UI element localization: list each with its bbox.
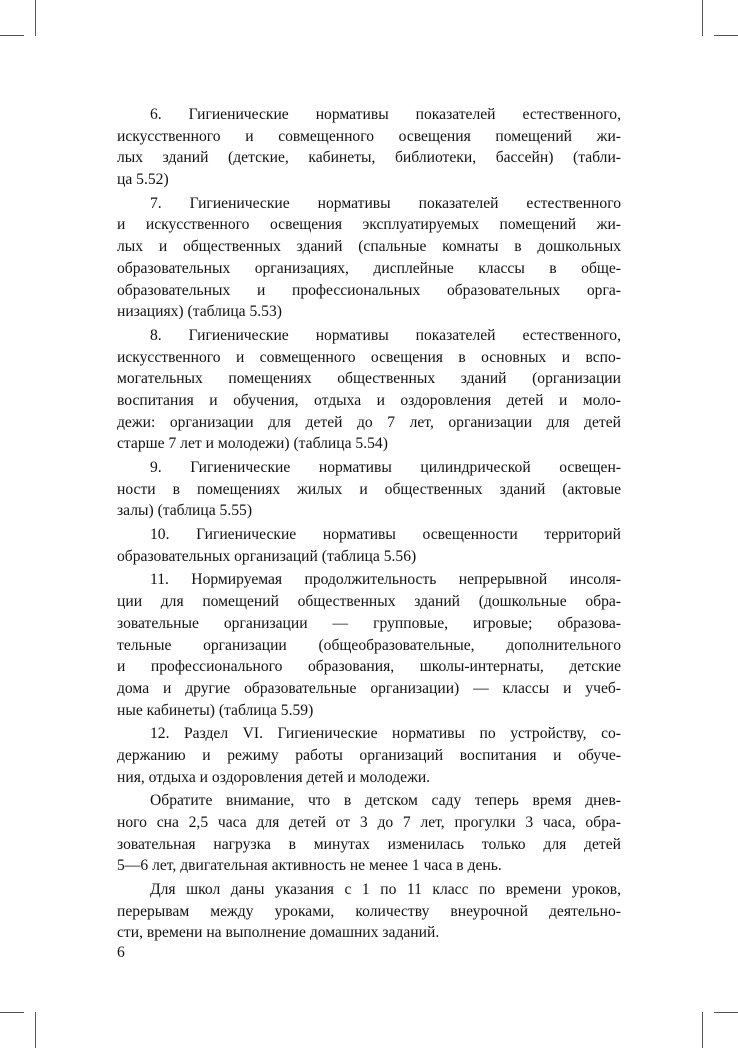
- crop-mark: [702, 1012, 703, 1048]
- page-body: [117, 104, 621, 946]
- crop-mark: [35, 0, 36, 36]
- text-line: сти, времени на выполнение домашних заданий.: [117, 924, 440, 942]
- text-line: ции для помещений общественных зданий (дошкольные обра-: [117, 593, 621, 611]
- text-line: держанию и режиму работы организаций воспитания и обуче-: [117, 746, 621, 764]
- paragraph: [117, 193, 621, 323]
- text-line: тельные организации (общеобразовательные, дополнительного: [117, 636, 621, 654]
- paragraph: [117, 723, 621, 788]
- crop-mark: [714, 1012, 738, 1013]
- paragraph: [117, 569, 621, 721]
- text-line: 10. Гигиенические нормативы освещенности территорий: [150, 526, 621, 544]
- text-line: ного сна 2,5 часа для детей от 3 до 7 лет, прогулки 3 часа, обра-: [117, 814, 621, 831]
- paragraph: [117, 790, 621, 877]
- text-line: 9. Гигиенические нормативы цилиндрической освещен-: [150, 459, 621, 476]
- text-line: ца 5.52): [117, 171, 169, 189]
- paragraph: [117, 879, 621, 944]
- text-line: ные кабинеты) (таблица 5.59): [117, 701, 314, 719]
- text-line: перерывам между уроками, количеству внеурочной деятельно-: [117, 902, 621, 920]
- paragraph: [117, 104, 621, 191]
- text-line: искусственного и совмещенного освещения в основных и вспо-: [117, 348, 621, 366]
- text-line: образовательных организациях, дисплейные классы в обще-: [117, 259, 621, 277]
- text-line: 6. Гигиенические нормативы показателей естественного,: [150, 106, 621, 123]
- paragraph: [117, 457, 621, 522]
- text-line: 7. Гигиенические нормативы показателей естественного: [150, 194, 621, 212]
- text-line: зовательные организации — групповые, игровые; образова-: [117, 614, 621, 632]
- text-line: лых и общественных зданий (спальные комнаты в дошкольных: [117, 238, 621, 256]
- paragraph: [117, 524, 621, 567]
- text-line: образовательных организаций (таблица 5.56): [117, 547, 417, 565]
- crop-mark: [714, 35, 738, 36]
- text-line: дома и другие образовательные организации) — классы и учеб-: [117, 679, 621, 697]
- text-line: Для школ даны указания с 1 по 11 класс по времени уроков,: [150, 881, 621, 899]
- text-line: зовательная нагрузка в минутах изменилась только для детей: [117, 835, 621, 853]
- text-line: и искусственного освещения эксплуатируемых помещений жи-: [117, 216, 621, 234]
- text-line: могательных помещениях общественных зданий (организации: [117, 370, 621, 388]
- crop-mark: [0, 1012, 24, 1013]
- text-line: 8. Гигиенические нормативы показателей естественного,: [150, 326, 621, 344]
- paragraph: [117, 325, 621, 455]
- text-line: дежи: организации для детей до 7 лет, организации для детей: [117, 413, 621, 431]
- text-line: старше 7 лет и молодежи) (таблица 5.54): [117, 435, 388, 453]
- text-line: и профессионального образования, школы-интернаты, детские: [117, 658, 621, 676]
- crop-mark: [702, 0, 703, 36]
- crop-mark: [35, 1012, 36, 1048]
- text-line: Обратите внимание, что в детском саду теперь время днев-: [150, 792, 621, 810]
- text-line: 12. Раздел VI. Гигиенические нормативы по устройству, со-: [150, 725, 621, 743]
- crop-mark: [0, 35, 24, 36]
- text-line: искусственного и совмещенного освещения помещений жи-: [117, 127, 621, 145]
- text-line: 5—6 лет, двигательная активность не менее 1 часа в день.: [117, 857, 502, 875]
- text-line: низациях) (таблица 5.53): [117, 303, 282, 321]
- text-line: 11. Нормируемая продолжительность непрерывной инсоля-: [150, 571, 621, 589]
- text-line: воспитания и обучения, отдыха и оздоровления детей и моло-: [117, 391, 621, 409]
- page-number: 6: [117, 944, 125, 961]
- text-line: ности в помещениях жилых и общественных зданий (актовые: [117, 480, 621, 498]
- text-line: ния, отдыха и оздоровления детей и молодежи.: [117, 768, 431, 786]
- text-line: залы) (таблица 5.55): [117, 502, 253, 520]
- text-line: лых зданий (детские, кабинеты, библиотеки, бассейн) (табли-: [117, 149, 621, 167]
- text-line: образовательных и профессиональных образовательных орга-: [117, 281, 621, 299]
